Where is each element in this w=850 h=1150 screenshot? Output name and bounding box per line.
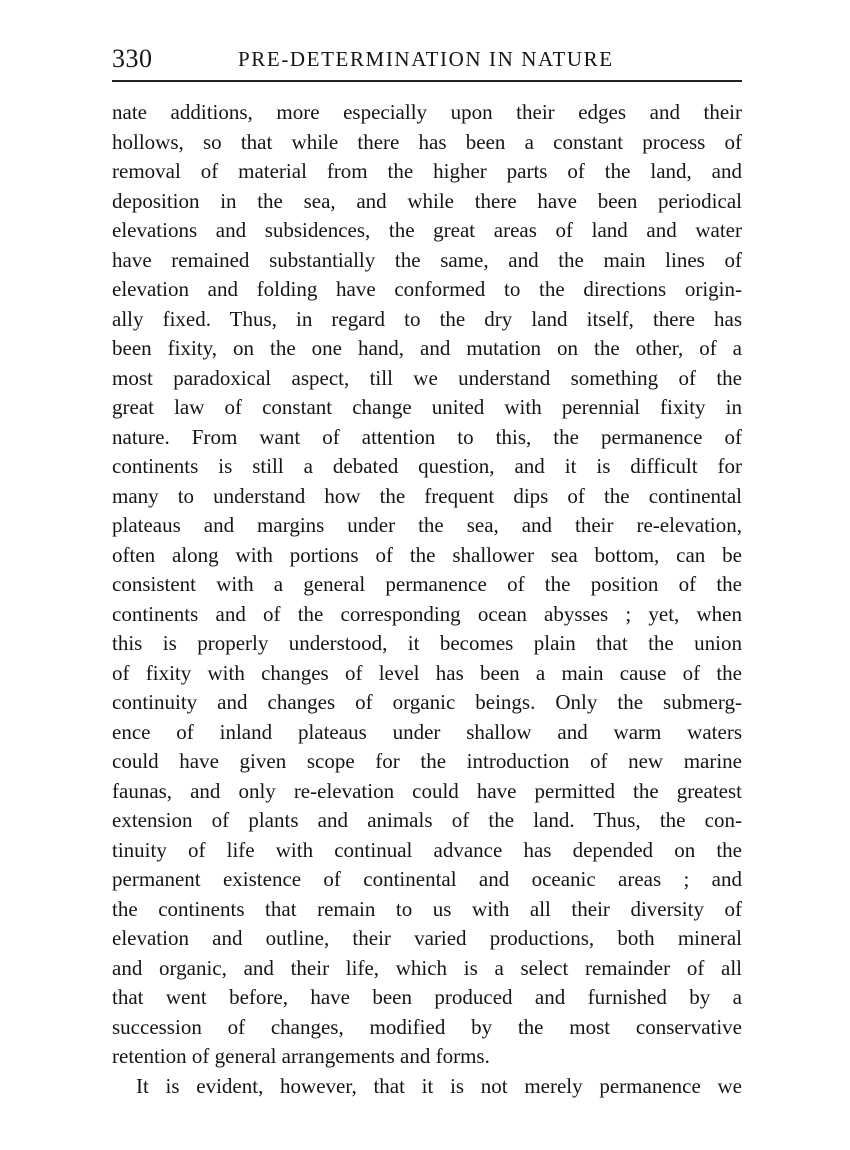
text-line: ally fixed. Thus, in regard to the dry land itself, there has (112, 306, 742, 331)
page-number: 330 (112, 44, 153, 73)
text-line: great law of constant change united with perennial fixity in (112, 395, 742, 419)
text-line: the continents that remain to us with all their diversity of (112, 896, 742, 921)
text-line: tinuity of life with continual advance has depended on the (112, 837, 742, 862)
text-line: and organic, and their life, which is a select remainder of all (112, 955, 742, 980)
text-line: ence of inland plateaus under shallow and warm waters (112, 719, 742, 744)
header-rule (112, 80, 742, 82)
text-line: removal of material from the higher parts of the land, and (112, 159, 742, 183)
text-line: nature. From want of attention to this, the permanence of (112, 424, 742, 449)
text-line: consistent with a general permanence of the position of the (112, 572, 742, 596)
page-header (112, 38, 742, 72)
body-text (112, 98, 742, 1101)
text-line: hollows, so that while there has been a constant process of (112, 129, 742, 154)
text-line: nate additions, more especially upon their edges and their (112, 100, 742, 124)
text-line: faunas, and only re-elevation could have permitted the greatest (112, 778, 742, 803)
text-line: that went before, have been produced and furnished by a (112, 985, 742, 1009)
text-line: plateaus and margins under the sea, and their re-elevation, (112, 513, 742, 537)
text-line: been fixity, on the one hand, and mutation on the other, of a (112, 336, 742, 360)
text-line: this is properly understood, it becomes plain that the union (112, 631, 742, 655)
text-line: elevation and folding have conformed to the directions origin- (112, 277, 742, 301)
running-title: PRE-DETERMINATION IN NATURE (238, 47, 614, 71)
text-line: deposition in the sea, and while there have been periodical (112, 188, 742, 213)
text-line: often along with portions of the shallower sea bottom, can be (112, 542, 742, 567)
text-line: continuity and changes of organic beings. Only the submerg- (112, 690, 742, 714)
text-line: elevation and outline, their varied productions, both mineral (112, 926, 742, 950)
text-line: have remained substantially the same, and the main lines of (112, 247, 742, 272)
text-line: succession of changes, modified by the most conservative (112, 1014, 742, 1039)
text-line: could have given scope for the introduction of new marine (112, 749, 742, 773)
text-line: many to understand how the frequent dips of the continental (112, 483, 742, 508)
text-line: continents and of the corresponding ocean abysses ; yet, when (112, 601, 742, 626)
paragraph-start-line: It is evident, however, that it is not merely permanence we (136, 1073, 742, 1098)
text-line: permanent existence of continental and oceanic areas ; and (112, 867, 742, 891)
text-line: elevations and subsidences, the great areas of land and water (112, 218, 742, 242)
text-line: extension of plants and animals of the land. Thus, the con- (112, 808, 742, 832)
paragraph-end-line: retention of general arrangements and forms. (112, 1044, 490, 1068)
text-line: most paradoxical aspect, till we understand something of the (112, 365, 742, 390)
text-line: of fixity with changes of level has been a main cause of the (112, 660, 742, 685)
text-line: continents is still a debated question, and it is difficult for (112, 454, 742, 478)
